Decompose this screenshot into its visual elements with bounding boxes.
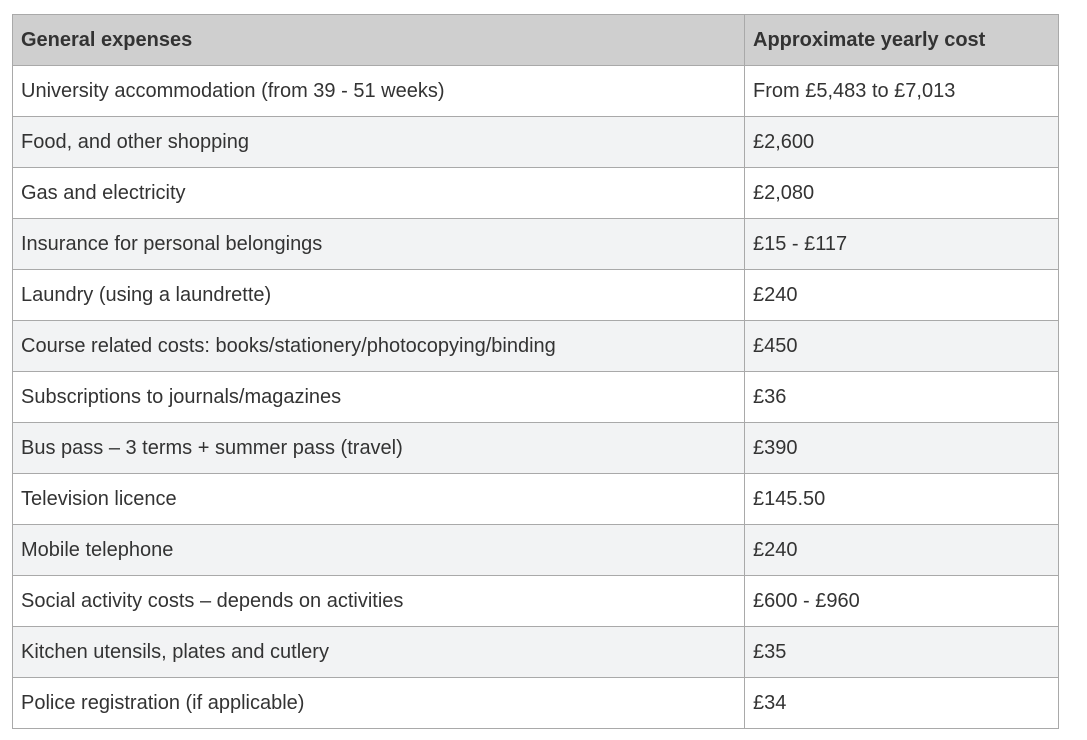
- expense-cell: Subscriptions to journals/magazines: [13, 372, 745, 423]
- column-header-expense: General expenses: [13, 15, 745, 66]
- table-row: [13, 678, 1059, 729]
- table-row: [13, 66, 1059, 117]
- expenses-table-container: [12, 14, 1058, 729]
- cost-cell: £240: [745, 270, 1059, 321]
- cost-cell: £35: [745, 627, 1059, 678]
- table-row: [13, 168, 1059, 219]
- table-row: [13, 576, 1059, 627]
- table-row: [13, 219, 1059, 270]
- table-row: [13, 321, 1059, 372]
- cost-cell: £36: [745, 372, 1059, 423]
- table-row: [13, 423, 1059, 474]
- table-row: [13, 525, 1059, 576]
- column-header-cost: Approximate yearly cost: [745, 15, 1059, 66]
- table-row: [13, 117, 1059, 168]
- table-row: [13, 372, 1059, 423]
- table-header-row: [13, 15, 1059, 66]
- cost-cell: £600 - £960: [745, 576, 1059, 627]
- table-row: [13, 627, 1059, 678]
- expense-cell: Food, and other shopping: [13, 117, 745, 168]
- table-row: [13, 270, 1059, 321]
- expense-cell: Social activity costs – depends on activities: [13, 576, 745, 627]
- expense-cell: Insurance for personal belongings: [13, 219, 745, 270]
- expense-cell: Laundry (using a laundrette): [13, 270, 745, 321]
- cost-cell: £450: [745, 321, 1059, 372]
- expense-cell: Police registration (if applicable): [13, 678, 745, 729]
- expense-cell: Television licence: [13, 474, 745, 525]
- cost-cell: £2,080: [745, 168, 1059, 219]
- expenses-table: [12, 14, 1059, 729]
- expense-cell: Kitchen utensils, plates and cutlery: [13, 627, 745, 678]
- table-row: [13, 474, 1059, 525]
- expense-cell: Bus pass – 3 terms + summer pass (travel): [13, 423, 745, 474]
- cost-cell: From £5,483 to £7,013: [745, 66, 1059, 117]
- expense-cell: Gas and electricity: [13, 168, 745, 219]
- cost-cell: £240: [745, 525, 1059, 576]
- cost-cell: £2,600: [745, 117, 1059, 168]
- expense-cell: Course related costs: books/stationery/photocopying/binding: [13, 321, 745, 372]
- expense-cell: Mobile telephone: [13, 525, 745, 576]
- cost-cell: £145.50: [745, 474, 1059, 525]
- expense-cell: University accommodation (from 39 - 51 weeks): [13, 66, 745, 117]
- cost-cell: £15 - £117: [745, 219, 1059, 270]
- cost-cell: £34: [745, 678, 1059, 729]
- cost-cell: £390: [745, 423, 1059, 474]
